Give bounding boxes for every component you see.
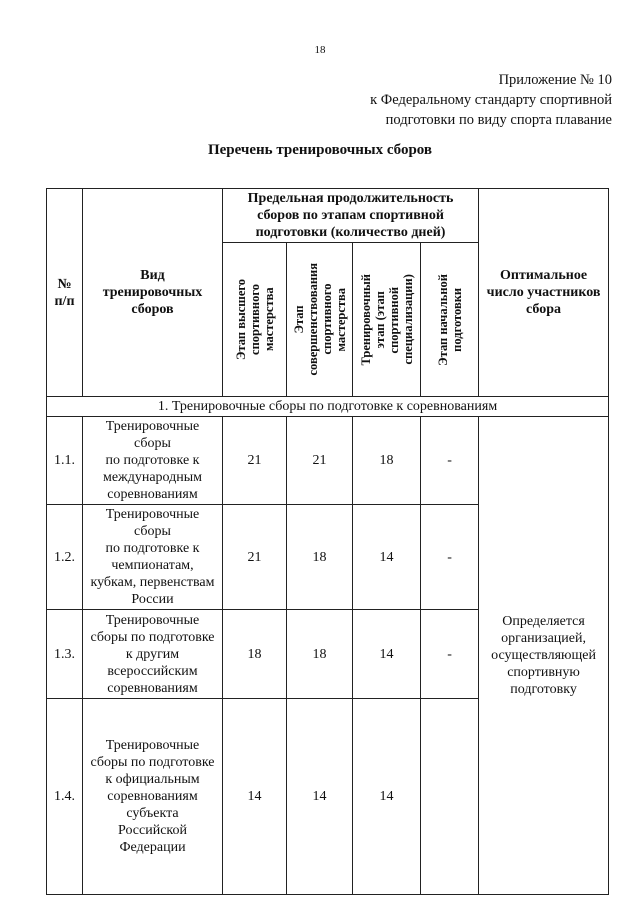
row-value-stage-3: 14 bbox=[353, 505, 421, 610]
row-value-stage-2: 14 bbox=[287, 699, 353, 895]
row-number: 1.4. bbox=[47, 699, 83, 895]
appendix-line-1: Приложение № 10 bbox=[498, 72, 612, 88]
page-number: 18 bbox=[314, 44, 326, 56]
row-value-stage-2: 21 bbox=[287, 417, 353, 505]
row-value-stage-3: 18 bbox=[353, 417, 421, 505]
row-value-stage-2: 18 bbox=[287, 610, 353, 699]
row-value-stage-3: 14 bbox=[353, 699, 421, 895]
section-heading: 1. Тренировочные сборы по подготовке к соревнованиям bbox=[47, 397, 609, 417]
training-camps-table bbox=[46, 188, 609, 895]
row-camp-name: Тренировочные сборы по подготовке к международным соревнованиям bbox=[83, 417, 223, 505]
header-stage-higher-mastery: Этап высшего спортивного мастерства bbox=[223, 243, 287, 397]
header-number: № п/п bbox=[47, 189, 83, 397]
appendix-line-2: к Федеральному стандарту спортивной bbox=[370, 92, 612, 108]
row-value-stage-4: - bbox=[421, 610, 479, 699]
row-value-stage-1: 21 bbox=[223, 505, 287, 610]
document-title: Перечень тренировочных сборов bbox=[207, 142, 433, 158]
header-stage-improvement: Этап совершенствования спортивного мастерства bbox=[287, 243, 353, 397]
row-value-stage-1: 21 bbox=[223, 417, 287, 505]
row-value-stage-2: 18 bbox=[287, 505, 353, 610]
row-value-stage-1: 14 bbox=[223, 699, 287, 895]
row-number: 1.3. bbox=[47, 610, 83, 699]
appendix-line-3: подготовки по виду спорта плавание bbox=[385, 112, 612, 128]
header-max-duration: Предельная продолжительность сборов по этапам спортивной подготовки (количество дней) bbox=[223, 189, 479, 243]
row-number: 1.1. bbox=[47, 417, 83, 505]
row-number: 1.2. bbox=[47, 505, 83, 610]
optimal-participants-note: Определяется организацией, осуществляющей спортивную подготовку bbox=[479, 417, 609, 895]
row-camp-name: Тренировочные сборы по подготовке к чемпионатам, кубкам, первенствам России bbox=[83, 505, 223, 610]
header-stage-training: Тренировочный этап (этап спортивной специализации) bbox=[353, 243, 421, 397]
header-stage-initial: Этап начальной подготовки bbox=[421, 243, 479, 397]
row-value-stage-1: 18 bbox=[223, 610, 287, 699]
row-value-stage-3: 14 bbox=[353, 610, 421, 699]
row-camp-name: Тренировочные сборы по подготовке к другим всероссийским соревнованиям bbox=[83, 610, 223, 699]
header-optimal-participants: Оптимальное число участников сбора bbox=[479, 189, 609, 397]
row-value-stage-4: - bbox=[421, 417, 479, 505]
row-value-stage-4: - bbox=[421, 505, 479, 610]
header-camp-type: Вид тренировочных сборов bbox=[83, 189, 223, 397]
table-row bbox=[47, 417, 609, 505]
appendix-header bbox=[370, 70, 612, 130]
row-camp-name: Тренировочные сборы по подготовке к официальным соревнованиям субъекта Российской Федерации bbox=[83, 699, 223, 895]
row-value-stage-4 bbox=[421, 699, 479, 895]
